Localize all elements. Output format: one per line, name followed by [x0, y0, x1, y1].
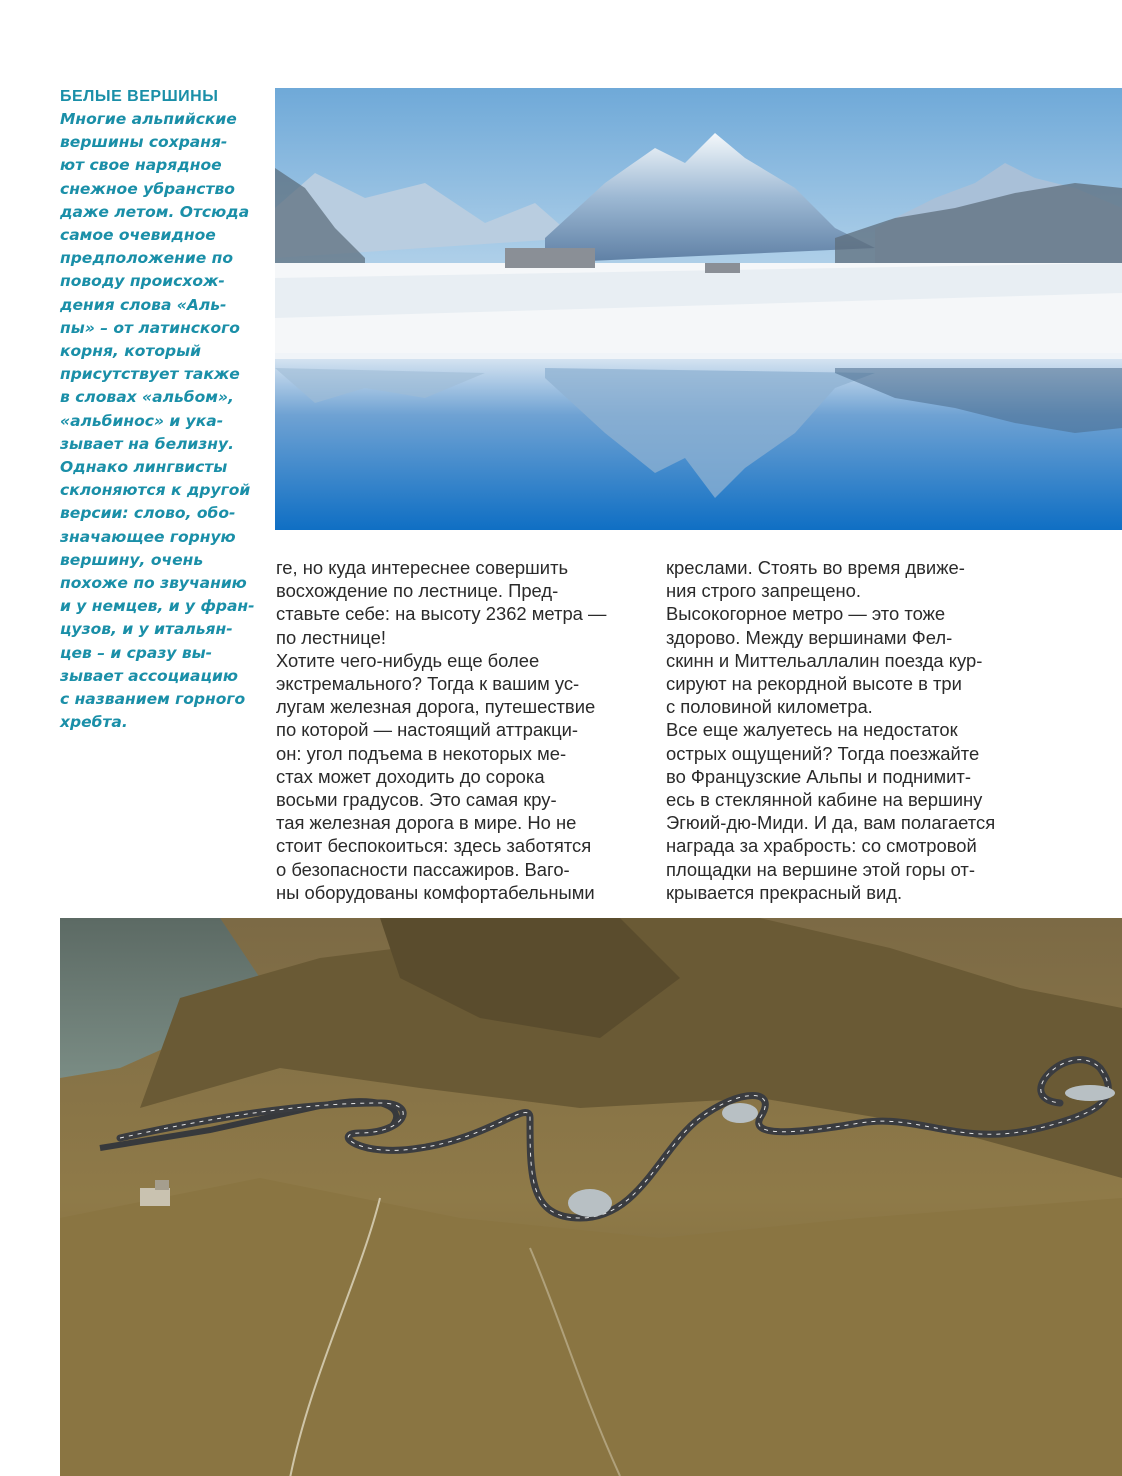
- column2-paragraph-1: креслами. Стоять во время движе- ния строго запрещено.: [666, 557, 965, 602]
- winter-mountain-lake-photo: [275, 88, 1122, 530]
- text-column-2: [666, 556, 1026, 904]
- column2-paragraph-3: Все еще жалуетесь на недостаток острых ощущений? Тогда поезжайте во Французские Альпы и поднимит- есь в стеклянной кабине на вершину Эгюий-дю-Миди. И да, вам полагается награда за храбрость: со смотровой площадки на вершине этой горы от- крывается прекрасный вид.: [666, 719, 996, 903]
- column1-paragraph-2: Хотите чего-нибудь еще более экстремального? Тогда к вашим ус- лугам железная дорога, путешествие по которой — настоящий аттракци- он: угол подъема в некоторых ме- стах может доходить до сорока восьми градусов. Это самая кру- тая железная дорога в мире. Но не стоит беспокоиться: здесь заботятся о безопасности пассажиров. Ваго- ны оборудованы комфортабельными: [276, 649, 596, 903]
- serpentine-mountain-road-photo: [60, 918, 1122, 1476]
- sidebar-title: БЕЛЫЕ ВЕРШИНЫ: [60, 88, 219, 105]
- column2-paragraph-2: Высокогорное метро — это тоже здорово. Между вершинами Фел- скинн и Миттельаллалин поезда кур- сируют на рекордной высоте в три с половиной километра.: [666, 603, 983, 718]
- sidebar-text: Многие альпийские вершины сохраня- ют свое нарядное снежное убранство даже летом. Отсюда самое очевидное предположение по поводу происхож- дения слова «Аль- пы» – от латинского корня, который присутствует также в словах «альбом», «альбинос» и ука- зывает на белизну. Однако лингвисты склоняются к другой версии: слово, обо- значающее горную вершину, очень похоже по звучанию и у немцев, и у фран- цузов, и у итальян- цев – и сразу вы- зывает ассоциацию с названием горного хребта.: [60, 110, 255, 732]
- sidebar: [60, 86, 256, 734]
- text-column-1: [276, 556, 636, 904]
- column1-paragraph-1: ге, но куда интереснее совершить восхождение по лестнице. Пред- ставьте себе: на высоту 2362 метра — по лестнице!: [276, 557, 607, 648]
